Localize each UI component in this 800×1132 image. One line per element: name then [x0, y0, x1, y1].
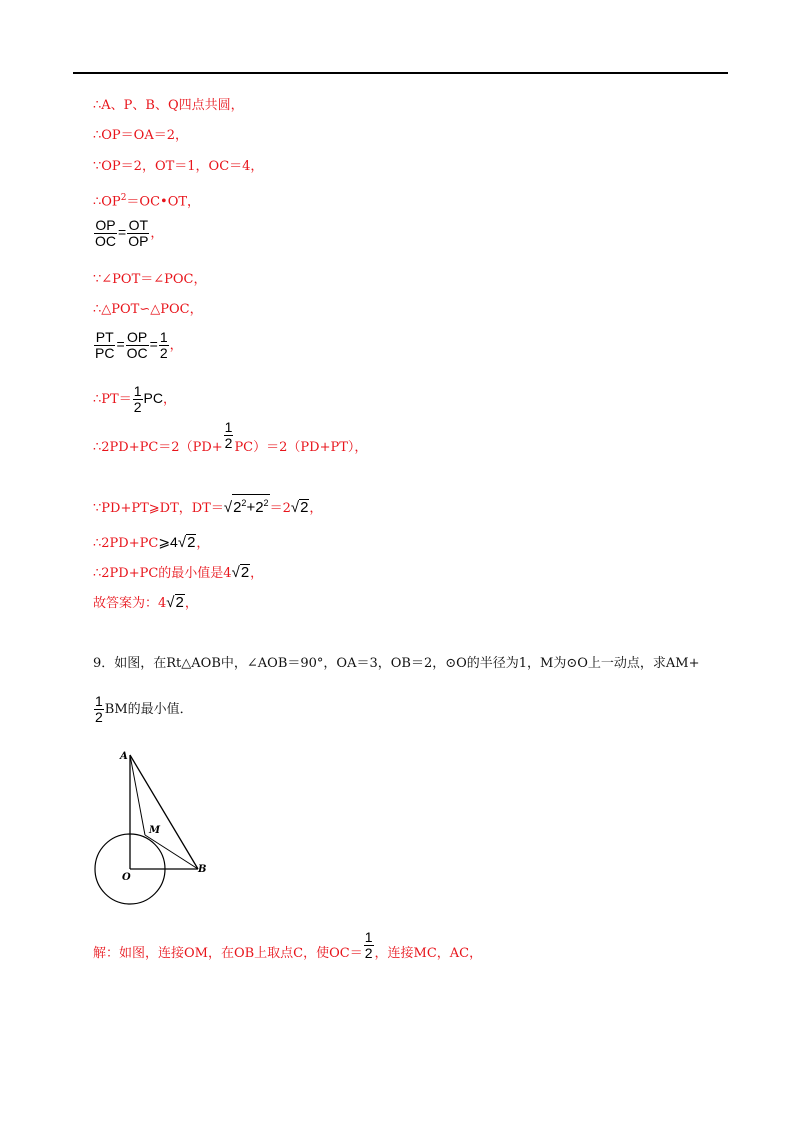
solution-line-7: ∴△POT∽△POC， [93, 302, 203, 317]
solution-line-12: ∴2PD+PC⩾4√2， [93, 534, 210, 551]
fraction-one-half: $\frac{1}{2}$ [159, 329, 168, 361]
fraction-one-half: $\frac{1}{2}$ [133, 383, 142, 415]
answer-line: 故答案为：4√2， [93, 594, 198, 611]
solution-line-1: ∴A、P、B、Q四点共圆， [93, 98, 244, 113]
label-m: M [149, 825, 161, 836]
solution-line-11: ∵PD+PT⩾DT，$DT=√2^2+2^2=2√2$， [93, 494, 322, 519]
problem-9-statement: 9．如图，在Rt△AOB中，∠AOB＝90°，OA＝3，OB＝2，⊙O的半径为1，M为⊙O上一动点，求AM+ [93, 656, 700, 671]
label-a: A [120, 751, 128, 762]
fraction-op-oc-2: $\frac{OP}{OC}$ [126, 329, 148, 361]
solution-line-10: ∴2PD+PC＝2（PD+ $\frac{1}{2}$ PC）＝2（PD+PT）， [93, 419, 368, 455]
solution-line-8: $\frac{PT}{PC}$ = $\frac{OP}{OC}$ = $\frac{1}{2}$ ， [95, 329, 183, 361]
fraction-ot-op: $\frac{OT}{OP}$ [128, 217, 149, 249]
solution-line-13: ∴2PD+PC的最小值是4√2， [93, 564, 264, 581]
label-b: B [198, 864, 207, 875]
solution-line-9: ∴PT＝ $\frac{1}{2}$ PC， [93, 383, 176, 415]
fraction-one-half: $\frac{1}{2}$ [95, 693, 103, 725]
solution-intro: 解：如图，连接OM，在OB上取点C，使OC＝ $\frac{1}{2}$ ，连接MC，AC， [93, 929, 483, 961]
label-o: O [122, 872, 131, 883]
fraction-pt-pc: $\frac{PT}{PC}$ [95, 329, 115, 361]
solution-line-2: ∴OP＝OA＝2， [93, 128, 188, 143]
solution-line-5: $\frac{OP}{OC}$ = $\frac{OT}{OP}$ ， [95, 217, 164, 249]
sqrt-2: √2 [177, 534, 196, 551]
solution-line-4: $\therefore OP^2=OC•OT$， [93, 193, 201, 210]
fraction-one-half: $\frac{1}{2}$ [364, 929, 373, 961]
sqrt-2sq-plus-2sq: $√2^2+2^2$ [224, 494, 270, 518]
solution-line-6: ∵∠POT＝∠POC， [93, 272, 207, 287]
geometry-figure [88, 745, 218, 910]
fraction-one-half: $\frac{1}{2}$ [224, 419, 233, 451]
sqrt-2: √2 [231, 564, 250, 581]
sqrt-2: √2 [290, 499, 309, 516]
sqrt-2: √2 [166, 594, 184, 611]
fraction-op-oc: $\frac{OP}{OC}$ [95, 217, 116, 249]
header-rule [73, 72, 728, 74]
problem-9-statement-cont: $\frac{1}{2}$ BM的最小值． [95, 693, 193, 725]
solution-line-3: ∵OP＝2，OT＝1，OC＝4， [93, 159, 264, 174]
